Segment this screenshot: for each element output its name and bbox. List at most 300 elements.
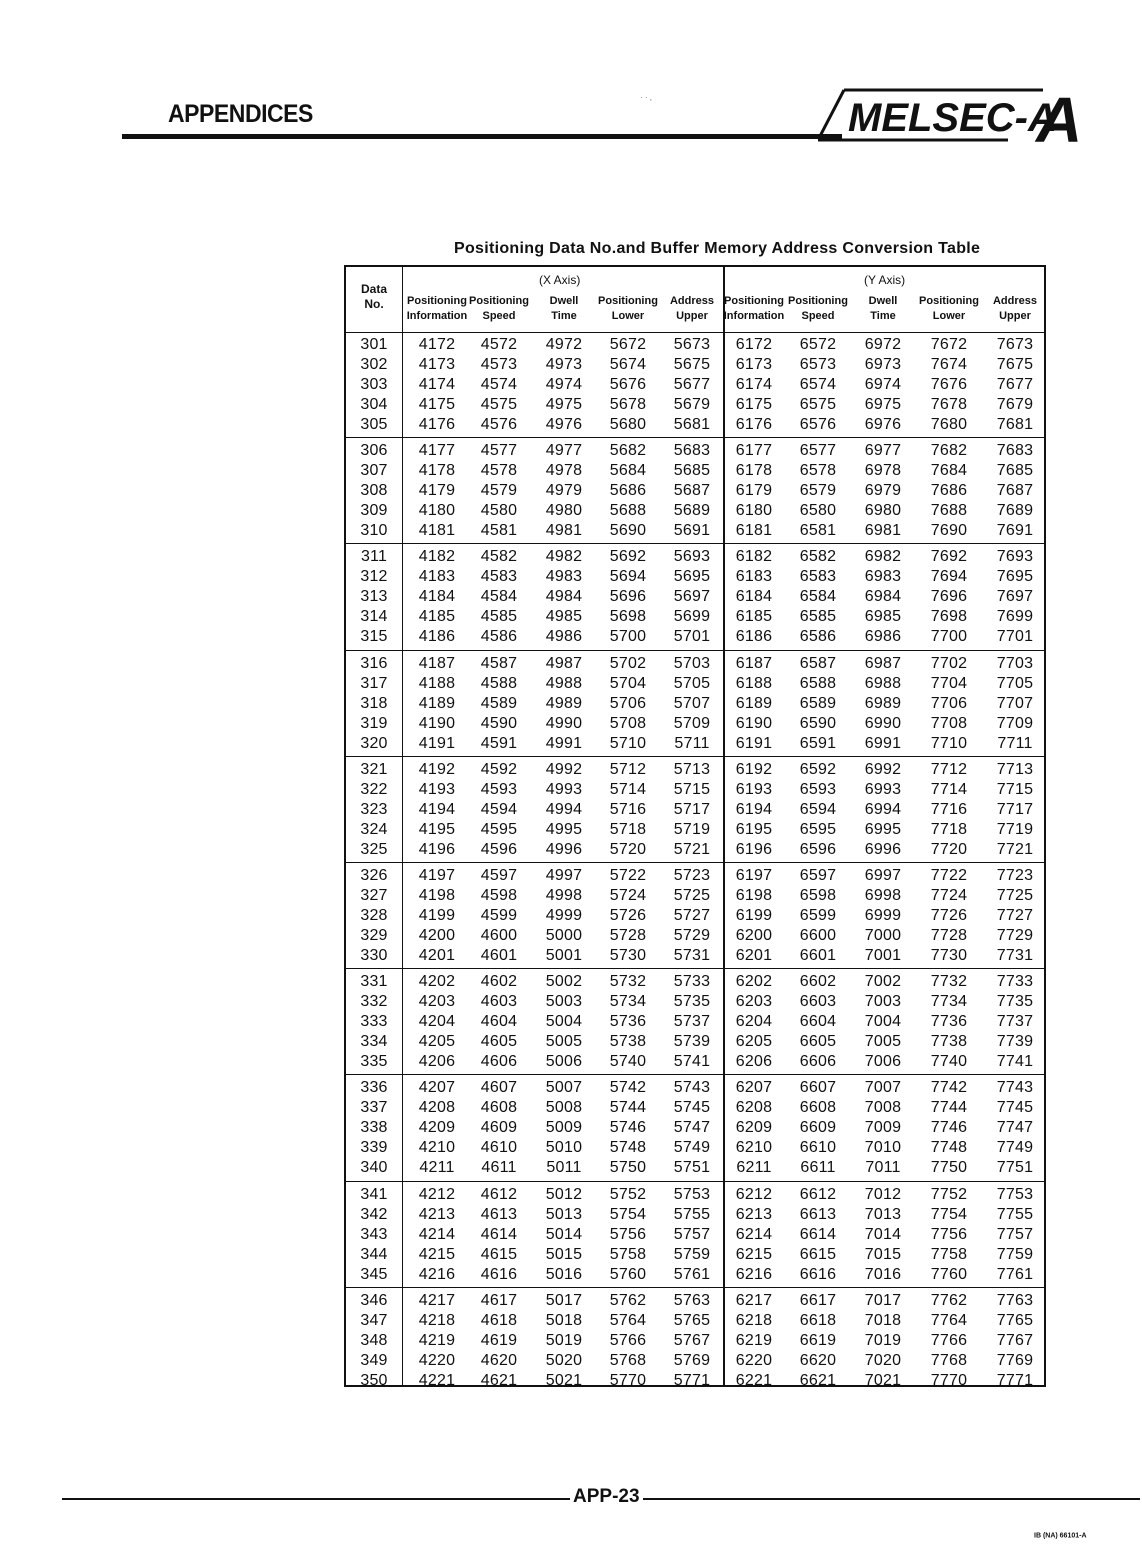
address-cell: 6995 [864,820,902,838]
table-row [346,1225,1044,1245]
data-no-cell: 321 [360,760,388,778]
address-cell: 6598 [799,887,837,904]
address-cell: 7771 [996,1371,1034,1389]
address-cell: 4600 [480,927,518,944]
address-cell: 6989 [864,694,902,712]
address-cell: 4201 [418,947,456,964]
table-row [346,1291,1044,1311]
address-cell: 7714 [930,780,968,798]
address-cell: 6210 [735,1139,773,1157]
data-no-cell: 341 [360,1185,388,1203]
data-no-cell: 314 [360,608,388,626]
address-cell: 5675 [673,356,711,373]
column-header: Positioning Lower [598,295,658,322]
address-cell: 5698 [609,608,647,626]
address-cell: 7002 [864,973,902,991]
address-cell: 6612 [799,1185,837,1203]
address-cell: 7680 [930,416,968,433]
address-cell: 7701 [996,628,1034,646]
data-no-cell: 311 [360,548,388,566]
address-cell: 6588 [799,674,837,692]
address-cell: 4215 [418,1245,456,1263]
data-no-cell: 313 [360,588,388,606]
address-cell: 5683 [673,442,711,460]
address-cell: 5720 [609,840,647,858]
address-cell: 6177 [735,442,773,460]
address-cell: 5005 [545,1033,583,1051]
address-cell: 7769 [996,1351,1034,1369]
address-cell: 6182 [735,548,773,566]
address-cell: 7679 [996,396,1034,413]
address-cell: 5715 [673,780,711,798]
table-row [346,694,1044,714]
address-cell: 7699 [996,608,1034,626]
address-cell: 7707 [996,694,1034,712]
address-cell: 7683 [996,442,1034,460]
table-row [346,714,1044,734]
address-cell: 4198 [418,887,456,904]
address-cell: 5695 [673,568,711,586]
address-cell: 7740 [930,1053,968,1071]
address-cell: 6982 [864,548,902,566]
address-cell: 6582 [799,548,837,566]
address-cell: 5019 [545,1331,583,1349]
address-cell: 4574 [480,376,518,393]
address-cell: 7739 [996,1033,1034,1051]
address-cell: 6974 [864,376,902,393]
address-cell: 7732 [930,973,968,991]
address-cell: 6603 [799,993,837,1011]
section-title: APPENDICES [168,100,313,128]
address-cell: 4585 [480,608,518,626]
address-cell: 5725 [673,887,711,904]
data-no-cell: 301 [360,336,388,353]
address-cell: 4173 [418,356,456,373]
address-cell: 7009 [864,1119,902,1137]
address-cell: 7014 [864,1225,902,1243]
address-cell: 5008 [545,1099,583,1117]
address-cell: 4210 [418,1139,456,1157]
group-rule [346,650,1044,651]
address-cell: 6189 [735,694,773,712]
address-cell: 4188 [418,674,456,692]
address-cell: 5728 [609,927,647,944]
address-cell: 6980 [864,502,902,520]
address-cell: 7700 [930,628,968,646]
address-cell: 5722 [609,867,647,884]
data-no-cell: 332 [360,993,388,1011]
address-cell: 5696 [609,588,647,606]
address-cell: 4194 [418,800,456,818]
address-cell: 4211 [419,1159,455,1177]
address-cell: 6597 [799,867,837,884]
address-cell: 7019 [864,1331,902,1349]
address-cell: 7686 [930,482,968,500]
address-cell: 7761 [996,1265,1034,1283]
address-cell: 7764 [930,1311,968,1329]
table-row [346,441,1044,461]
address-cell: 7741 [996,1053,1034,1071]
address-cell: 7744 [930,1099,968,1117]
address-cell: 4599 [480,907,518,924]
data-no-cell: 330 [360,947,388,964]
address-cell: 6573 [799,356,837,373]
address-cell: 5708 [609,714,647,732]
address-cell: 6979 [864,482,902,500]
address-cell: 5678 [609,396,647,413]
address-cell: 6591 [799,734,837,752]
address-cell: 4613 [480,1205,518,1223]
data-no-header: Data No. [360,282,387,311]
address-cell: 7723 [996,867,1034,884]
address-cell: 5690 [609,522,647,540]
address-cell: 5727 [673,907,711,924]
address-cell: 4993 [545,780,583,798]
address-cell: 6594 [799,800,837,818]
table-row [346,627,1044,647]
address-cell: 4584 [480,588,518,606]
address-cell: 4581 [480,522,518,540]
address-cell: 6219 [735,1331,773,1349]
address-cell: 5687 [673,482,711,500]
address-cell: 6190 [735,714,773,732]
header-rule [122,134,842,139]
address-cell: 7017 [864,1291,902,1309]
address-cell: 6187 [735,654,773,672]
address-cell: 6990 [864,714,902,732]
address-cell: 7696 [930,588,968,606]
address-cell: 7011 [865,1159,901,1177]
group-rule [346,1287,1044,1288]
address-cell: 7015 [864,1245,902,1263]
address-cell: 7724 [930,887,968,904]
address-cell: 4996 [545,840,583,858]
address-cell: 5016 [545,1265,583,1283]
address-cell: 6613 [799,1205,837,1223]
data-no-cell: 316 [360,654,388,672]
table-row [346,587,1044,607]
data-no-cell: 337 [360,1099,388,1117]
address-cell: 5694 [609,568,647,586]
table-row [346,992,1044,1012]
address-cell: 7721 [996,840,1034,858]
data-no-cell: 342 [360,1205,388,1223]
address-cell: 7760 [930,1265,968,1283]
address-cell: 7007 [864,1079,902,1097]
data-no-cell: 305 [360,416,388,433]
address-cell: 6193 [735,780,773,798]
address-cell: 6611 [800,1159,836,1177]
address-cell: 7704 [930,674,968,692]
address-cell: 4601 [480,947,518,964]
address-cell: 5760 [609,1265,647,1283]
address-cell: 7016 [864,1265,902,1283]
address-cell: 6209 [735,1119,773,1137]
address-cell: 5767 [673,1331,711,1349]
address-cell: 4995 [545,820,583,838]
address-cell: 6992 [864,760,902,778]
data-no-cell: 343 [360,1225,388,1243]
address-cell: 4604 [480,1013,518,1031]
table-row [346,760,1044,780]
address-cell: 6220 [735,1351,773,1369]
address-cell: 6991 [864,734,902,752]
address-cell: 6987 [864,654,902,672]
address-cell: 7711 [997,734,1033,752]
address-cell: 4606 [480,1053,518,1071]
address-cell: 7753 [996,1185,1034,1203]
address-cell: 7758 [930,1245,968,1263]
data-no-cell: 307 [360,462,388,480]
address-cell: 4972 [545,336,583,353]
table-row [346,415,1044,435]
address-cell: 7697 [996,588,1034,606]
table-row [346,1265,1044,1285]
address-cell: 7005 [864,1033,902,1051]
address-cell: 7757 [996,1225,1034,1243]
address-cell: 5684 [609,462,647,480]
address-cell: 6218 [735,1311,773,1329]
data-no-cell: 310 [360,522,388,540]
address-cell: 5757 [673,1225,711,1243]
address-cell: 4218 [418,1311,456,1329]
address-cell: 4621 [480,1371,518,1389]
address-cell: 7695 [996,568,1034,586]
address-cell: 7726 [930,907,968,924]
address-cell: 4981 [545,522,583,540]
address-cell: 6618 [799,1311,837,1329]
address-cell: 4191 [418,734,456,752]
address-cell: 7736 [930,1013,968,1031]
address-cell: 6590 [799,714,837,732]
data-no-cell: 303 [360,376,388,393]
data-no-cell: 319 [360,714,388,732]
table-row [346,1098,1044,1118]
address-cell: 5745 [673,1099,711,1117]
address-cell: 4985 [545,608,583,626]
address-cell: 5686 [609,482,647,500]
address-cell: 4178 [418,462,456,480]
address-cell: 5753 [673,1185,711,1203]
address-cell: 7719 [996,820,1034,838]
address-cell: 5697 [673,588,711,606]
address-cell: 7694 [930,568,968,586]
address-cell: 7000 [864,927,902,944]
address-cell: 6178 [735,462,773,480]
address-cell: 4619 [480,1331,518,1349]
address-cell: 4994 [545,800,583,818]
address-cell: 7715 [996,780,1034,798]
address-cell: 4992 [545,760,583,778]
address-cell: 6596 [799,840,837,858]
data-no-cell: 348 [360,1331,388,1349]
address-cell: 5673 [673,336,711,353]
address-cell: 5758 [609,1245,647,1263]
address-cell: 5018 [545,1311,583,1329]
table-row [346,567,1044,587]
address-cell: 4200 [418,927,456,944]
address-cell: 4177 [418,442,456,460]
address-cell: 5719 [673,820,711,838]
table-row [346,335,1044,355]
address-cell: 5706 [609,694,647,712]
address-cell: 6593 [799,780,837,798]
address-cell: 4579 [480,482,518,500]
address-cell: 5741 [673,1053,711,1071]
data-no-cell: 346 [360,1291,388,1309]
address-cell: 4979 [545,482,583,500]
address-cell: 5679 [673,396,711,413]
data-no-cell: 339 [360,1139,388,1157]
address-cell: 6211 [736,1159,772,1177]
address-cell: 7675 [996,356,1034,373]
address-cell: 4615 [480,1245,518,1263]
address-cell: 5692 [609,548,647,566]
address-cell: 4186 [418,628,456,646]
address-cell: 5007 [545,1079,583,1097]
address-cell: 7012 [864,1185,902,1203]
address-cell: 4207 [418,1079,456,1097]
address-cell: 6194 [735,800,773,818]
data-no-cell: 344 [360,1245,388,1263]
address-cell: 4983 [545,568,583,586]
address-cell: 5717 [673,800,711,818]
address-cell: 7703 [996,654,1034,672]
address-cell: 7733 [996,973,1034,991]
address-cell: 5712 [609,760,647,778]
address-cell: 4179 [418,482,456,500]
column-header: Address Upper [669,295,715,322]
address-cell: 5680 [609,416,647,433]
address-cell: 6206 [735,1053,773,1071]
address-cell: 4991 [545,734,583,752]
data-no-cell: 338 [360,1119,388,1137]
address-cell: 5685 [673,462,711,480]
address-cell: 6584 [799,588,837,606]
address-cell: 5761 [673,1265,711,1283]
table-row [346,926,1044,946]
address-cell: 7710 [930,734,968,752]
address-cell: 5004 [545,1013,583,1031]
address-cell: 4582 [480,548,518,566]
data-no-cell: 347 [360,1311,388,1329]
address-cell: 5749 [673,1139,711,1157]
address-cell: 6996 [864,840,902,858]
address-cell: 6207 [735,1079,773,1097]
address-cell: 6173 [735,356,773,373]
address-cell: 7716 [930,800,968,818]
page-number: APP-23 [570,1486,643,1508]
address-cell: 5769 [673,1351,711,1369]
address-cell: 5733 [673,973,711,991]
address-cell: 4614 [480,1225,518,1243]
address-cell: 5751 [673,1159,711,1177]
address-cell: 7688 [930,502,968,520]
address-cell: 6576 [799,416,837,433]
address-cell: 6993 [864,780,902,798]
address-cell: 7745 [996,1099,1034,1117]
address-cell: 5704 [609,674,647,692]
address-cell: 5009 [545,1119,583,1137]
address-cell: 5771 [673,1371,711,1389]
data-no-cell: 349 [360,1351,388,1369]
group-rule [346,1074,1044,1075]
address-cell: 7678 [930,396,968,413]
address-cell: 4575 [480,396,518,413]
address-cell: 6595 [799,820,837,838]
address-cell: 7747 [996,1119,1034,1137]
address-cell: 5691 [673,522,711,540]
address-cell: 5770 [609,1371,647,1389]
address-cell: 4610 [480,1139,518,1157]
address-cell: 4197 [418,867,456,884]
address-cell: 6208 [735,1099,773,1117]
data-no-cell: 302 [360,356,388,373]
address-cell: 7767 [996,1331,1034,1349]
address-cell: 6202 [735,973,773,991]
data-no-cell: 304 [360,396,388,413]
address-cell: 6997 [864,867,902,884]
address-cell: 4609 [480,1119,518,1137]
group-rule [346,756,1044,757]
table-row [346,395,1044,415]
address-cell: 6574 [799,376,837,393]
table-row [346,501,1044,521]
address-cell: 5006 [545,1053,583,1071]
data-no-cell: 323 [360,800,388,818]
address-cell: 7004 [864,1013,902,1031]
address-cell: 5762 [609,1291,647,1309]
address-cell: 5731 [673,947,711,964]
address-cell: 4221 [418,1371,456,1389]
address-cell: 4977 [545,442,583,460]
column-header: Positioning Lower [919,295,979,322]
address-cell: 5732 [609,973,647,991]
address-cell: 7702 [930,654,968,672]
address-cell: 7689 [996,502,1034,520]
address-cell: 7685 [996,462,1034,480]
table-row [346,674,1044,694]
address-cell: 4176 [418,416,456,433]
address-cell: 7735 [996,993,1034,1011]
table-row [346,1138,1044,1158]
table-row [346,972,1044,992]
address-cell: 7731 [996,947,1034,964]
address-cell: 4990 [545,714,583,732]
address-cell: 4217 [418,1291,456,1309]
address-cell: 4213 [418,1205,456,1223]
table-row [346,654,1044,674]
address-cell: 7766 [930,1331,968,1349]
address-cell: 4597 [480,867,518,884]
address-cell: 4603 [480,993,518,1011]
address-cell: 7763 [996,1291,1034,1309]
address-cell: 4190 [418,714,456,732]
address-cell: 6188 [735,674,773,692]
address-cell: 6999 [864,907,902,924]
address-cell: 5730 [609,947,647,964]
table-row [346,886,1044,906]
address-cell: 7698 [930,608,968,626]
address-cell: 4572 [480,336,518,353]
address-cell: 7752 [930,1185,968,1203]
address-cell: 5014 [545,1225,583,1243]
table-row [346,461,1044,481]
data-no-cell: 315 [360,628,388,646]
address-cell: 6214 [735,1225,773,1243]
data-no-cell: 312 [360,568,388,586]
address-cell: 6606 [799,1053,837,1071]
